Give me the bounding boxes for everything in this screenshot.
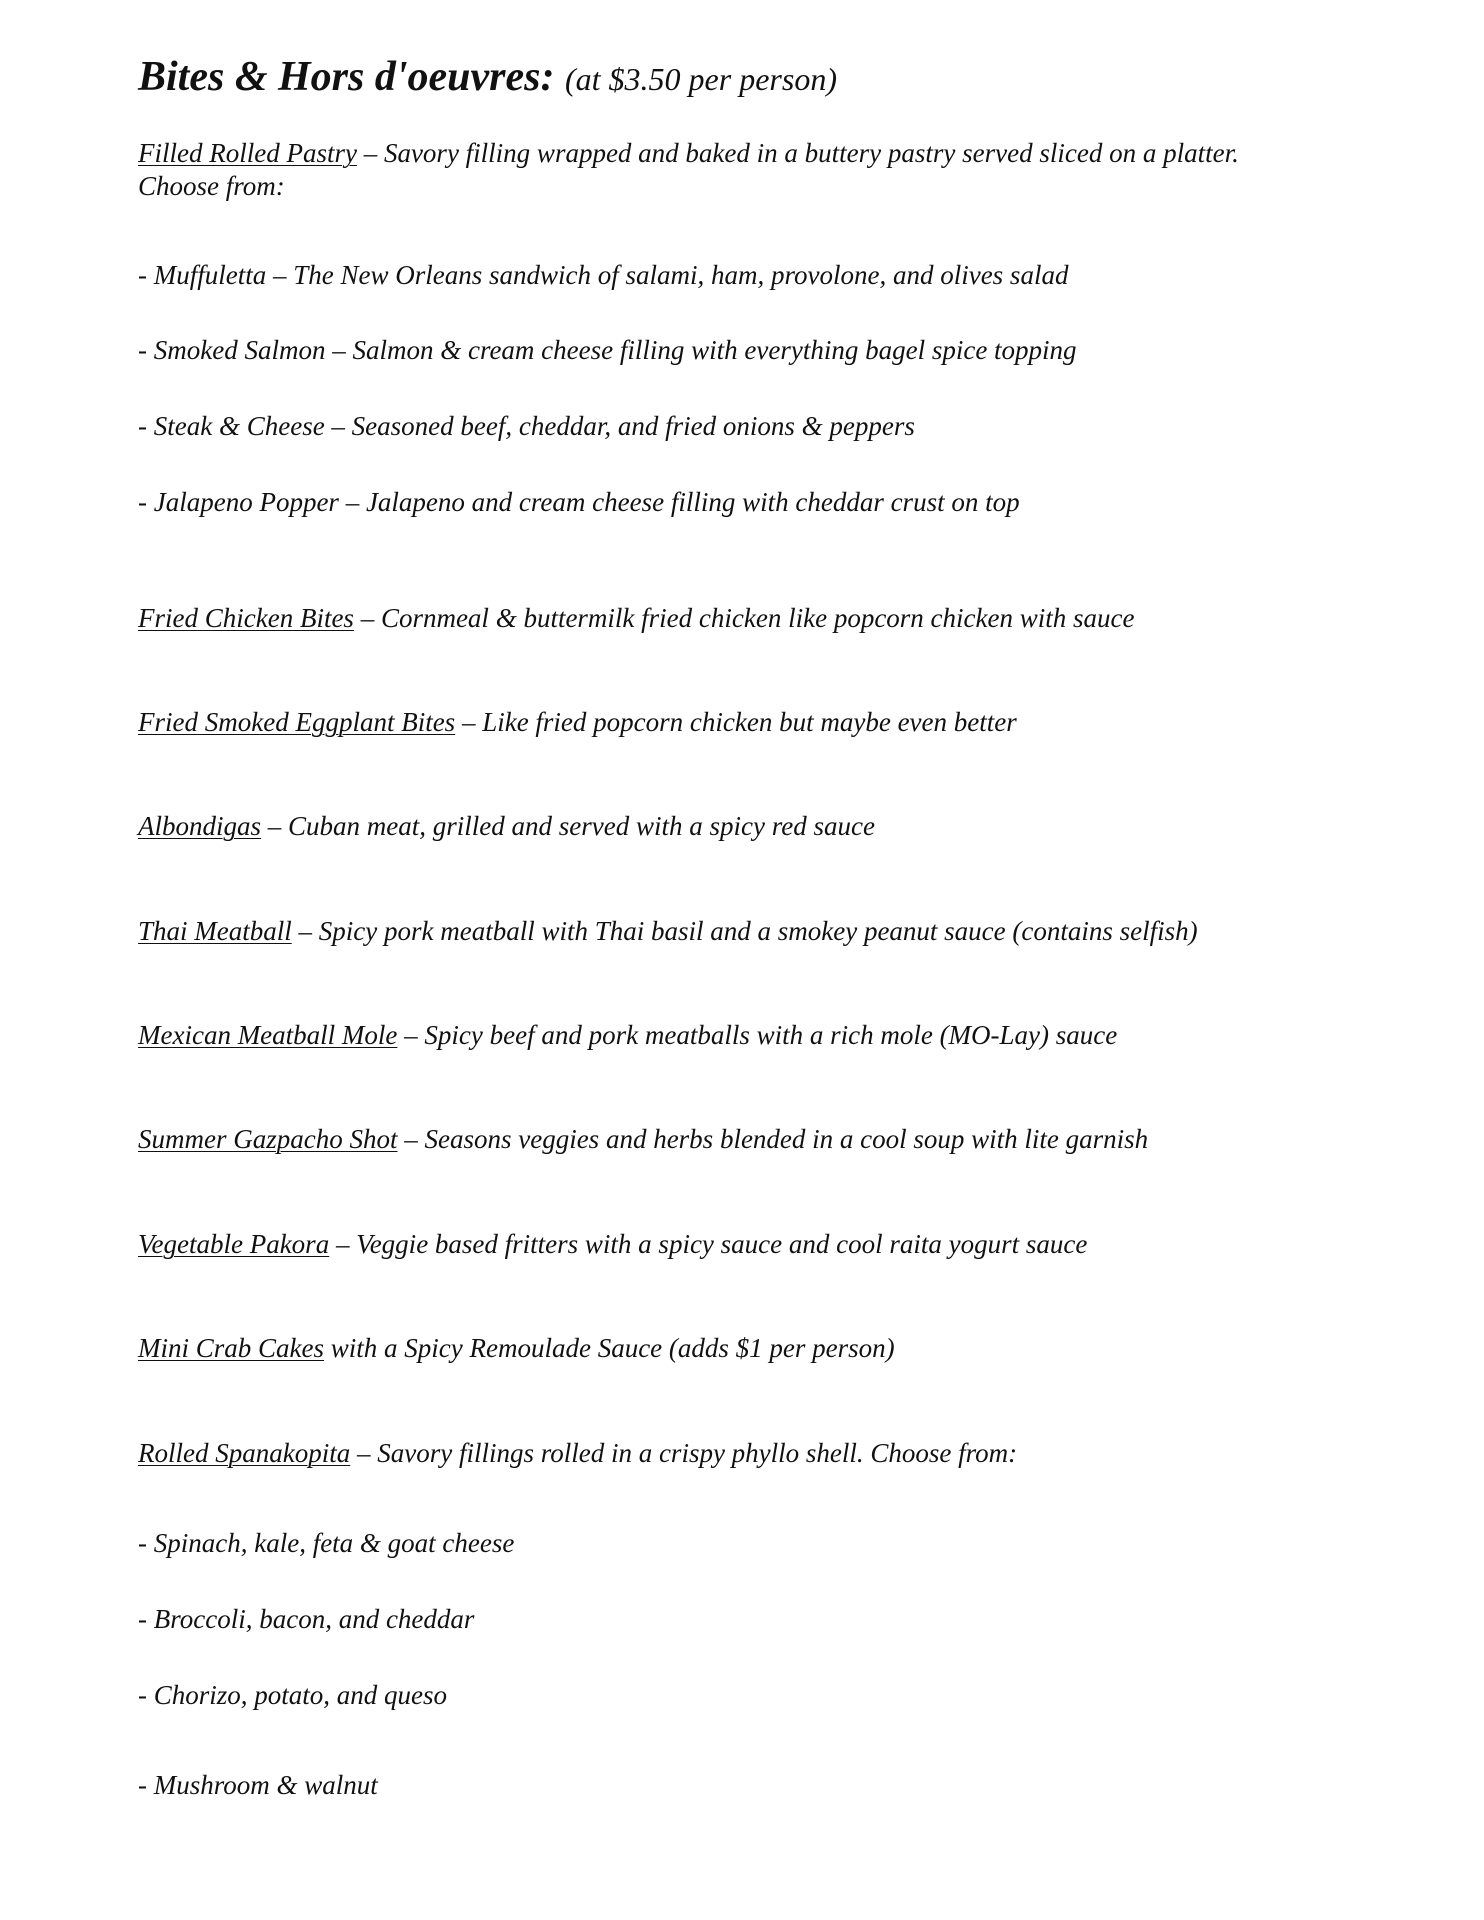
item-name: Filled Rolled Pastry bbox=[138, 138, 357, 168]
item-name: Mini Crab Cakes bbox=[138, 1333, 324, 1363]
item-name: Thai Meatball bbox=[138, 916, 292, 946]
page-title bbox=[138, 52, 837, 104]
item-name: Mexican Meatball Mole bbox=[138, 1020, 398, 1050]
menu-item bbox=[138, 810, 875, 843]
item-desc: – Savory filling wrapped and baked in a buttery pastry served sliced on a platter. bbox=[356, 138, 1239, 168]
item-name: Vegetable Pakora bbox=[138, 1229, 330, 1259]
pastry-option: - Smoked Salmon – Salmon & cream cheese filling with everything bagel spice topping bbox=[138, 335, 1077, 365]
item-desc: with a Spicy Remoulade Sauce (adds $1 per person) bbox=[324, 1333, 895, 1363]
menu-item bbox=[138, 1332, 895, 1365]
item-desc: – Spicy beef and pork meatballs with a rich mole (MO-Lay) sauce bbox=[397, 1020, 1118, 1050]
title-main: Bites & Hors d'oeuvres: bbox=[138, 54, 555, 100]
item-name: Fried Chicken Bites bbox=[138, 603, 354, 633]
menu-item bbox=[138, 915, 1198, 948]
spanakopita-option: - Chorizo, potato, and queso bbox=[138, 1680, 448, 1710]
item-desc: – Cuban meat, grilled and served with a spicy red sauce bbox=[261, 811, 875, 841]
pastry-choose: Choose from: bbox=[138, 171, 285, 201]
pastry-option: - Jalapeno Popper – Jalapeno and cream cheese filling with cheddar crust on top bbox=[138, 487, 1020, 517]
title-price-note: (at $3.50 per person) bbox=[565, 61, 837, 97]
item-name: Albondigas bbox=[138, 811, 262, 841]
pastry-option: - Steak & Cheese – Seasoned beef, cheddar, and fried onions & peppers bbox=[138, 411, 915, 441]
pastry-option: - Muffuletta – The New Orleans sandwich of salami, ham, provolone, and olives salad bbox=[138, 260, 1069, 290]
spanakopita-option: - Spinach, kale, feta & goat cheese bbox=[138, 1528, 515, 1558]
item-name: Rolled Spanakopita bbox=[138, 1438, 351, 1468]
spanakopita-option: - Broccoli, bacon, and cheddar bbox=[138, 1604, 475, 1634]
menu-item bbox=[138, 1123, 1148, 1156]
item-desc: – Savory fillings rolled in a crispy phyllo shell. Choose from: bbox=[350, 1438, 1018, 1468]
item-desc: – Cornmeal & buttermilk fried chicken like popcorn chicken with sauce bbox=[353, 603, 1135, 633]
item-desc: – Like fried popcorn chicken but maybe even better bbox=[455, 707, 1017, 737]
menu-item bbox=[138, 1019, 1117, 1052]
item-name: Fried Smoked Eggplant Bites bbox=[138, 707, 456, 737]
menu-item bbox=[138, 1228, 1087, 1261]
menu-item bbox=[138, 706, 1017, 739]
spanakopita-option: - Mushroom & walnut bbox=[138, 1770, 378, 1800]
menu-item bbox=[138, 602, 1135, 635]
menu-item bbox=[138, 1437, 1017, 1470]
item-name: Summer Gazpacho Shot bbox=[138, 1124, 398, 1154]
item-desc: – Veggie based fritters with a spicy sauce and cool raita yogurt sauce bbox=[329, 1229, 1088, 1259]
item-desc: – Seasons veggies and herbs blended in a cool soup with lite garnish bbox=[397, 1124, 1149, 1154]
pastry-heading bbox=[138, 137, 1239, 170]
item-desc: – Spicy pork meatball with Thai basil and a smokey peanut sauce (contains selfish) bbox=[291, 916, 1198, 946]
